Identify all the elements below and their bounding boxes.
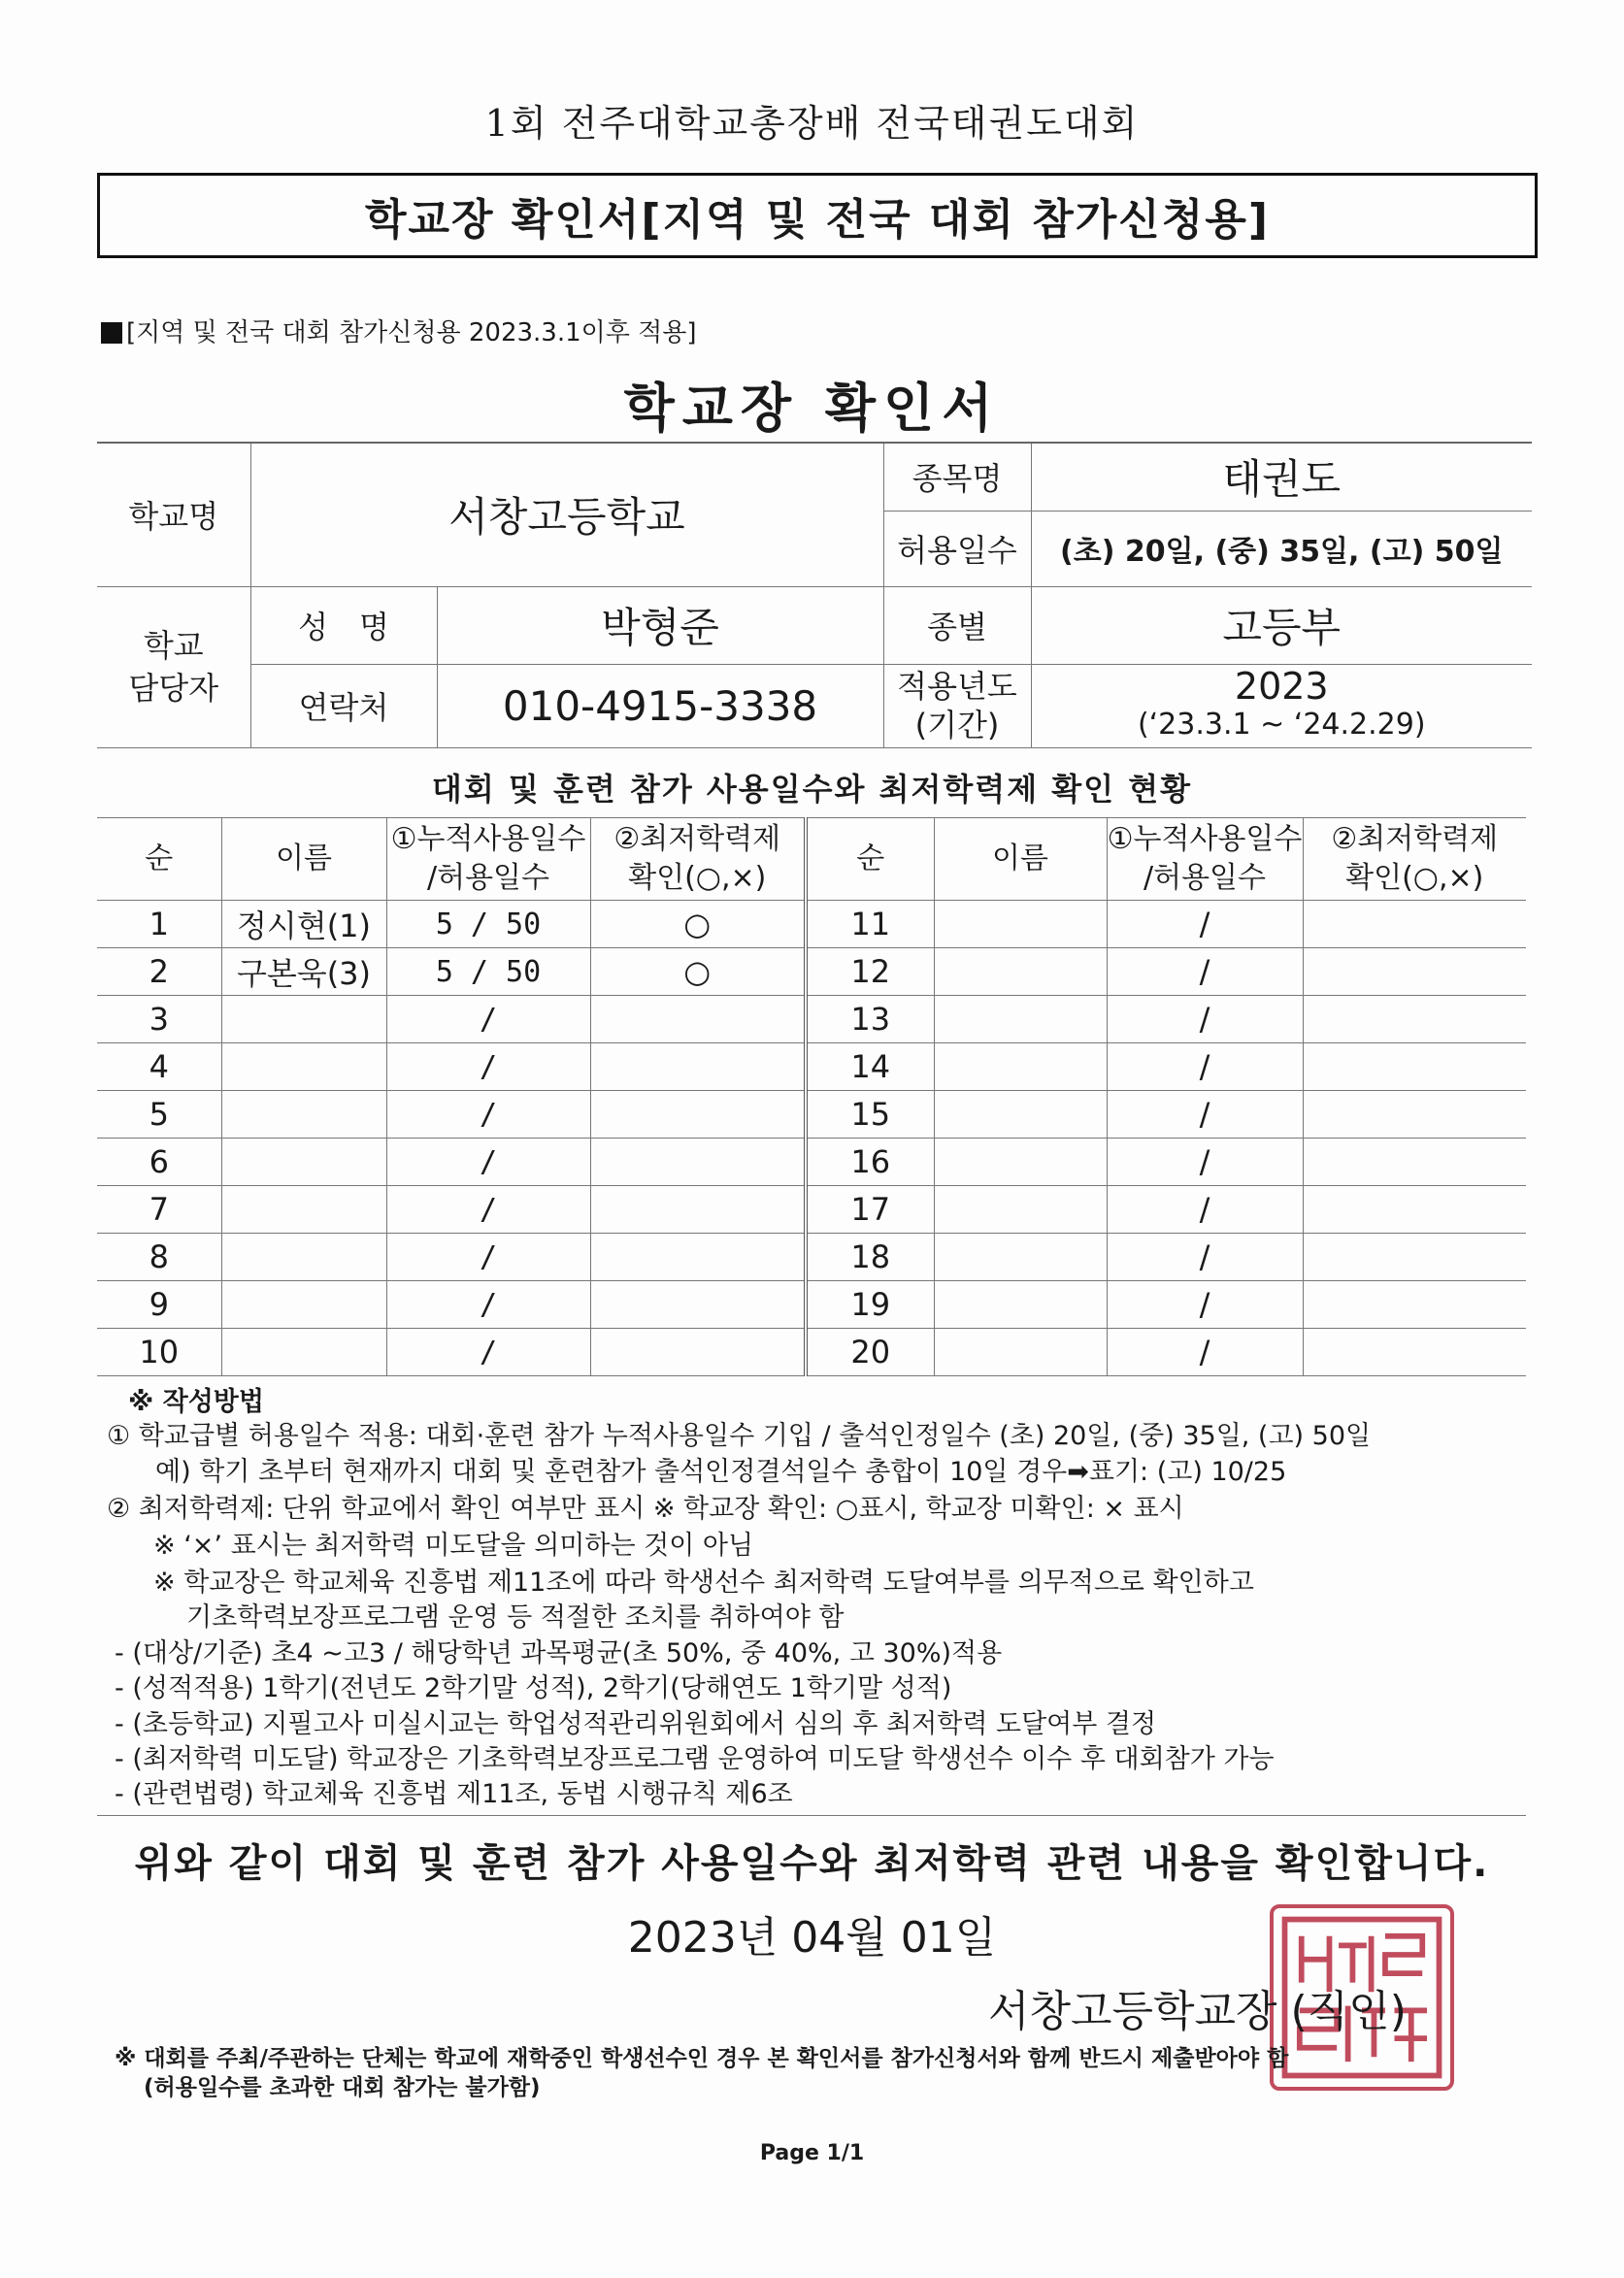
roster-no-2: 12 [806,948,934,996]
header-check-line2: 확인(○,×) [628,861,767,895]
roster-name-2 [934,1139,1107,1186]
manager-label-line1: 학교 [143,627,204,664]
contact-value: 010-4915-3338 [437,664,883,747]
manager-name: 박형준 [437,586,883,664]
header-check-2-line2: 확인(○,×) [1345,861,1484,895]
allowed-days-value: (초) 20일, (중) 35일, (고) 50일 [1031,511,1532,586]
roster-check-2 [1303,1186,1526,1234]
roster-no-2: 11 [806,901,934,948]
roster-days-2: / [1107,996,1303,1043]
notice-text: [지역 및 전국 대회 참가신청용 2023.3.1이후 적용] [126,318,697,347]
roster-days: / [386,996,590,1043]
name-label: 성 명 [250,586,437,664]
roster-no: 2 [97,948,221,996]
roster-days-2: / [1107,1281,1303,1329]
guide-item-2: ② 최저학력제: 단위 학교에서 확인 여부만 표시 ※ 학교장 확인: ○표시, 학교장 미확인: × 표시 [107,1494,1184,1524]
status-title: 대회 및 훈련 참가 사용일수와 최저학력제 확인 현황 [431,771,1193,808]
roster-check-2 [1303,1329,1526,1376]
header-days-2-line1: ①누적사용일수 [1107,822,1303,856]
header-days-line1: ①누적사용일수 [390,822,586,856]
year-number: 2023 [1234,665,1329,708]
document-title: 학교장 확인서[지역 및 전국 대회 참가신청용] [365,195,1270,245]
roster-days: 5 / 50 [386,901,590,948]
header-check-line1: ②최저학력제 [613,822,781,856]
roster-days-2: / [1107,948,1303,996]
roster-check-2 [1303,1281,1526,1329]
roster-no: 8 [97,1234,221,1281]
roster-no: 5 [97,1091,221,1139]
year-label-line1: 적용년도 [897,668,1017,705]
signer: 서창고등학교장 (직인) [988,1987,1407,2036]
guide-bullet-unmet: - (최저학력 미도달) 학교장은 기초학력보장프로그램 운영하여 미도달 학생선수 이수 후 대회참가 가능 [115,1744,1275,1774]
roster-days-2: / [1107,901,1303,948]
roster-days-2: / [1107,1043,1303,1091]
roster-check: ○ [590,948,806,996]
guide-item-2-note-b: ※ 학교장은 학교체육 진흥법 제11조에 따라 학생선수 최저학력 도달여부를 의무적으로 확인하고 [153,1568,1254,1598]
roster-check [590,1186,806,1234]
guide-bullet-law: - (관련법령) 학교체육 진흥법 제11조, 동법 시행규칙 제6조 [115,1779,793,1809]
roster-check [590,1329,806,1376]
roster-no: 4 [97,1043,221,1091]
guide-bullet-grades: - (성적적용) 1학기(전년도 2학기말 성적), 2학기(당해연도 1학기말 성적) [115,1673,952,1703]
roster-check-2 [1303,1234,1526,1281]
roster-check [590,1281,806,1329]
division-value: 고등부 [1031,586,1532,664]
roster-no: 7 [97,1186,221,1234]
guide-bullet-elementary: - (초등학교) 지필고사 미실시교는 학업성적관리위원회에서 심의 후 최저학력 도달여부 결정 [115,1709,1157,1739]
roster-no-2: 17 [806,1186,934,1234]
roster-no-2: 13 [806,996,934,1043]
school-name-label: 학교명 [97,443,250,586]
header-name-2: 이름 [934,818,1107,901]
roster-days: / [386,1043,590,1091]
roster-check-2 [1303,948,1526,996]
roster-no-2: 19 [806,1281,934,1329]
roster-name [221,1186,386,1234]
roster-days-2: / [1107,1139,1303,1186]
roster-no: 6 [97,1139,221,1186]
roster-check [590,996,806,1043]
confirmation-statement: 위와 같이 대회 및 훈련 참가 사용일수와 최저학력 관련 내용을 확인합니다. [134,1841,1490,1886]
roster-name [221,996,386,1043]
header-days-line2: /허용일수 [426,861,550,895]
roster-days: / [386,1329,590,1376]
roster-name-2 [934,1186,1107,1234]
roster-check [590,1043,806,1091]
roster-days: / [386,1281,590,1329]
year-period: (‘23.3.1 ~ ‘24.2.29) [1137,708,1426,742]
roster-row [97,948,1526,996]
sport-label: 종목명 [883,443,1031,511]
roster-days: / [386,1091,590,1139]
roster-no-2: 20 [806,1329,934,1376]
roster-row [97,1281,1526,1329]
roster-days: / [386,1139,590,1186]
roster-no: 10 [97,1329,221,1376]
roster-no-2: 14 [806,1043,934,1091]
header-no: 순 [97,818,221,901]
school-name-value: 서창고등학교 [250,443,883,586]
roster-table [97,817,1526,1376]
roster-days-2: / [1107,1186,1303,1234]
roster-name [221,1139,386,1186]
roster-name-2 [934,901,1107,948]
header-check-2-line1: ②최저학력제 [1331,822,1499,856]
guide-item-2-note-a: ※ ‘×’ 표시는 최저학력 미도달을 의미하는 것이 아님 [153,1531,754,1561]
header-days-2 [1107,818,1303,901]
roster-check-2 [1303,901,1526,948]
header-days [386,818,590,901]
roster-days: / [386,1234,590,1281]
roster-days-2: / [1107,1234,1303,1281]
roster-header-row [97,818,1526,901]
roster-body [97,901,1526,1376]
roster-check-2 [1303,996,1526,1043]
roster-no: 9 [97,1281,221,1329]
roster-name-2 [934,1234,1107,1281]
roster-no: 1 [97,901,221,948]
header-days-2-line2: /허용일수 [1143,861,1267,895]
header-check [590,818,806,901]
guide-item-1-example: 예) 학기 초부터 현재까지 대회 및 훈련참가 출석인정결석일수 총합이 10일 경우➡표기: (고) 10/25 [155,1457,1287,1487]
footnote-limit: (허용일수를 초과한 대회 참가는 불가함) [144,2075,541,2100]
roster-no-2: 15 [806,1091,934,1139]
year-value [1031,664,1532,747]
roster-no-2: 16 [806,1139,934,1186]
roster-row [97,1139,1526,1186]
header-no-2: 순 [806,818,934,901]
roster-name-2 [934,1091,1107,1139]
roster-name: 구본욱(3) [221,948,386,996]
roster-name [221,1091,386,1139]
roster-check-2 [1303,1139,1526,1186]
roster-row [97,996,1526,1043]
school-info-table [97,442,1532,748]
manager-label [97,586,250,747]
guide-bullet-target: - (대상/기준) 초4 ~고3 / 해당학년 과목평균(초 50%, 중 40%, 고 30%)적용 [115,1638,1003,1668]
roster-days: 5 / 50 [386,948,590,996]
roster-no-2: 18 [806,1234,934,1281]
roster-check-2 [1303,1043,1526,1091]
sport-value: 태권도 [1031,443,1532,511]
main-title: 학교장 확인서 [623,378,1001,439]
roster-row [97,1091,1526,1139]
roster-name [221,1281,386,1329]
roster-row [97,901,1526,948]
square-bullet-icon [101,322,122,344]
roster-check [590,1234,806,1281]
roster-row [97,1186,1526,1234]
roster-name [221,1329,386,1376]
document-title-box [97,173,1538,258]
issue-date: 2023년 04월 01일 [627,1913,997,1963]
roster-name-2 [934,996,1107,1043]
year-label-line2: (기간) [914,707,1000,743]
roster-check-2 [1303,1091,1526,1139]
event-title: 1회 전주대학교총장배 전국태권도대회 [484,102,1140,145]
roster-check [590,1139,806,1186]
year-label [883,664,1031,747]
contact-label: 연락처 [250,664,437,747]
roster-row [97,1234,1526,1281]
roster-no: 3 [97,996,221,1043]
notice-line [101,313,697,348]
footnote-submission: ※ 대회를 주최/주관하는 단체는 학교에 재학중인 학생선수인 경우 본 확인서를 참가신청서와 함께 반드시 제출받아야 함 [115,2046,1289,2071]
guide-title: ※ 작성방법 [128,1387,264,1417]
roster-check [590,1091,806,1139]
divider [97,1815,1526,1816]
manager-label-line2: 담당자 [128,670,219,707]
roster-name-2 [934,1281,1107,1329]
roster-days-2: / [1107,1091,1303,1139]
roster-days-2: / [1107,1329,1303,1376]
division-label: 종별 [883,586,1031,664]
guide-item-1: ① 학교급별 허용일수 적용: 대회·훈련 참가 누적사용일수 기입 / 출석인정일수 (초) 20일, (중) 35일, (고) 50일 [107,1421,1372,1451]
roster-row [97,1043,1526,1091]
roster-name [221,1234,386,1281]
roster-name: 정시현(1) [221,901,386,948]
roster-name-2 [934,1329,1107,1376]
roster-name-2 [934,948,1107,996]
allowed-days-label: 허용일수 [883,511,1031,586]
page-number: Page 1/1 [759,2141,865,2165]
roster-days: / [386,1186,590,1234]
roster-name [221,1043,386,1091]
guide-item-2-note-b-cont: 기초학력보장프로그램 운영 등 적절한 조치를 취하여야 함 [186,1602,845,1633]
roster-check: ○ [590,901,806,948]
roster-name-2 [934,1043,1107,1091]
roster-row [97,1329,1526,1376]
header-name: 이름 [221,818,386,901]
header-check-2 [1303,818,1526,901]
